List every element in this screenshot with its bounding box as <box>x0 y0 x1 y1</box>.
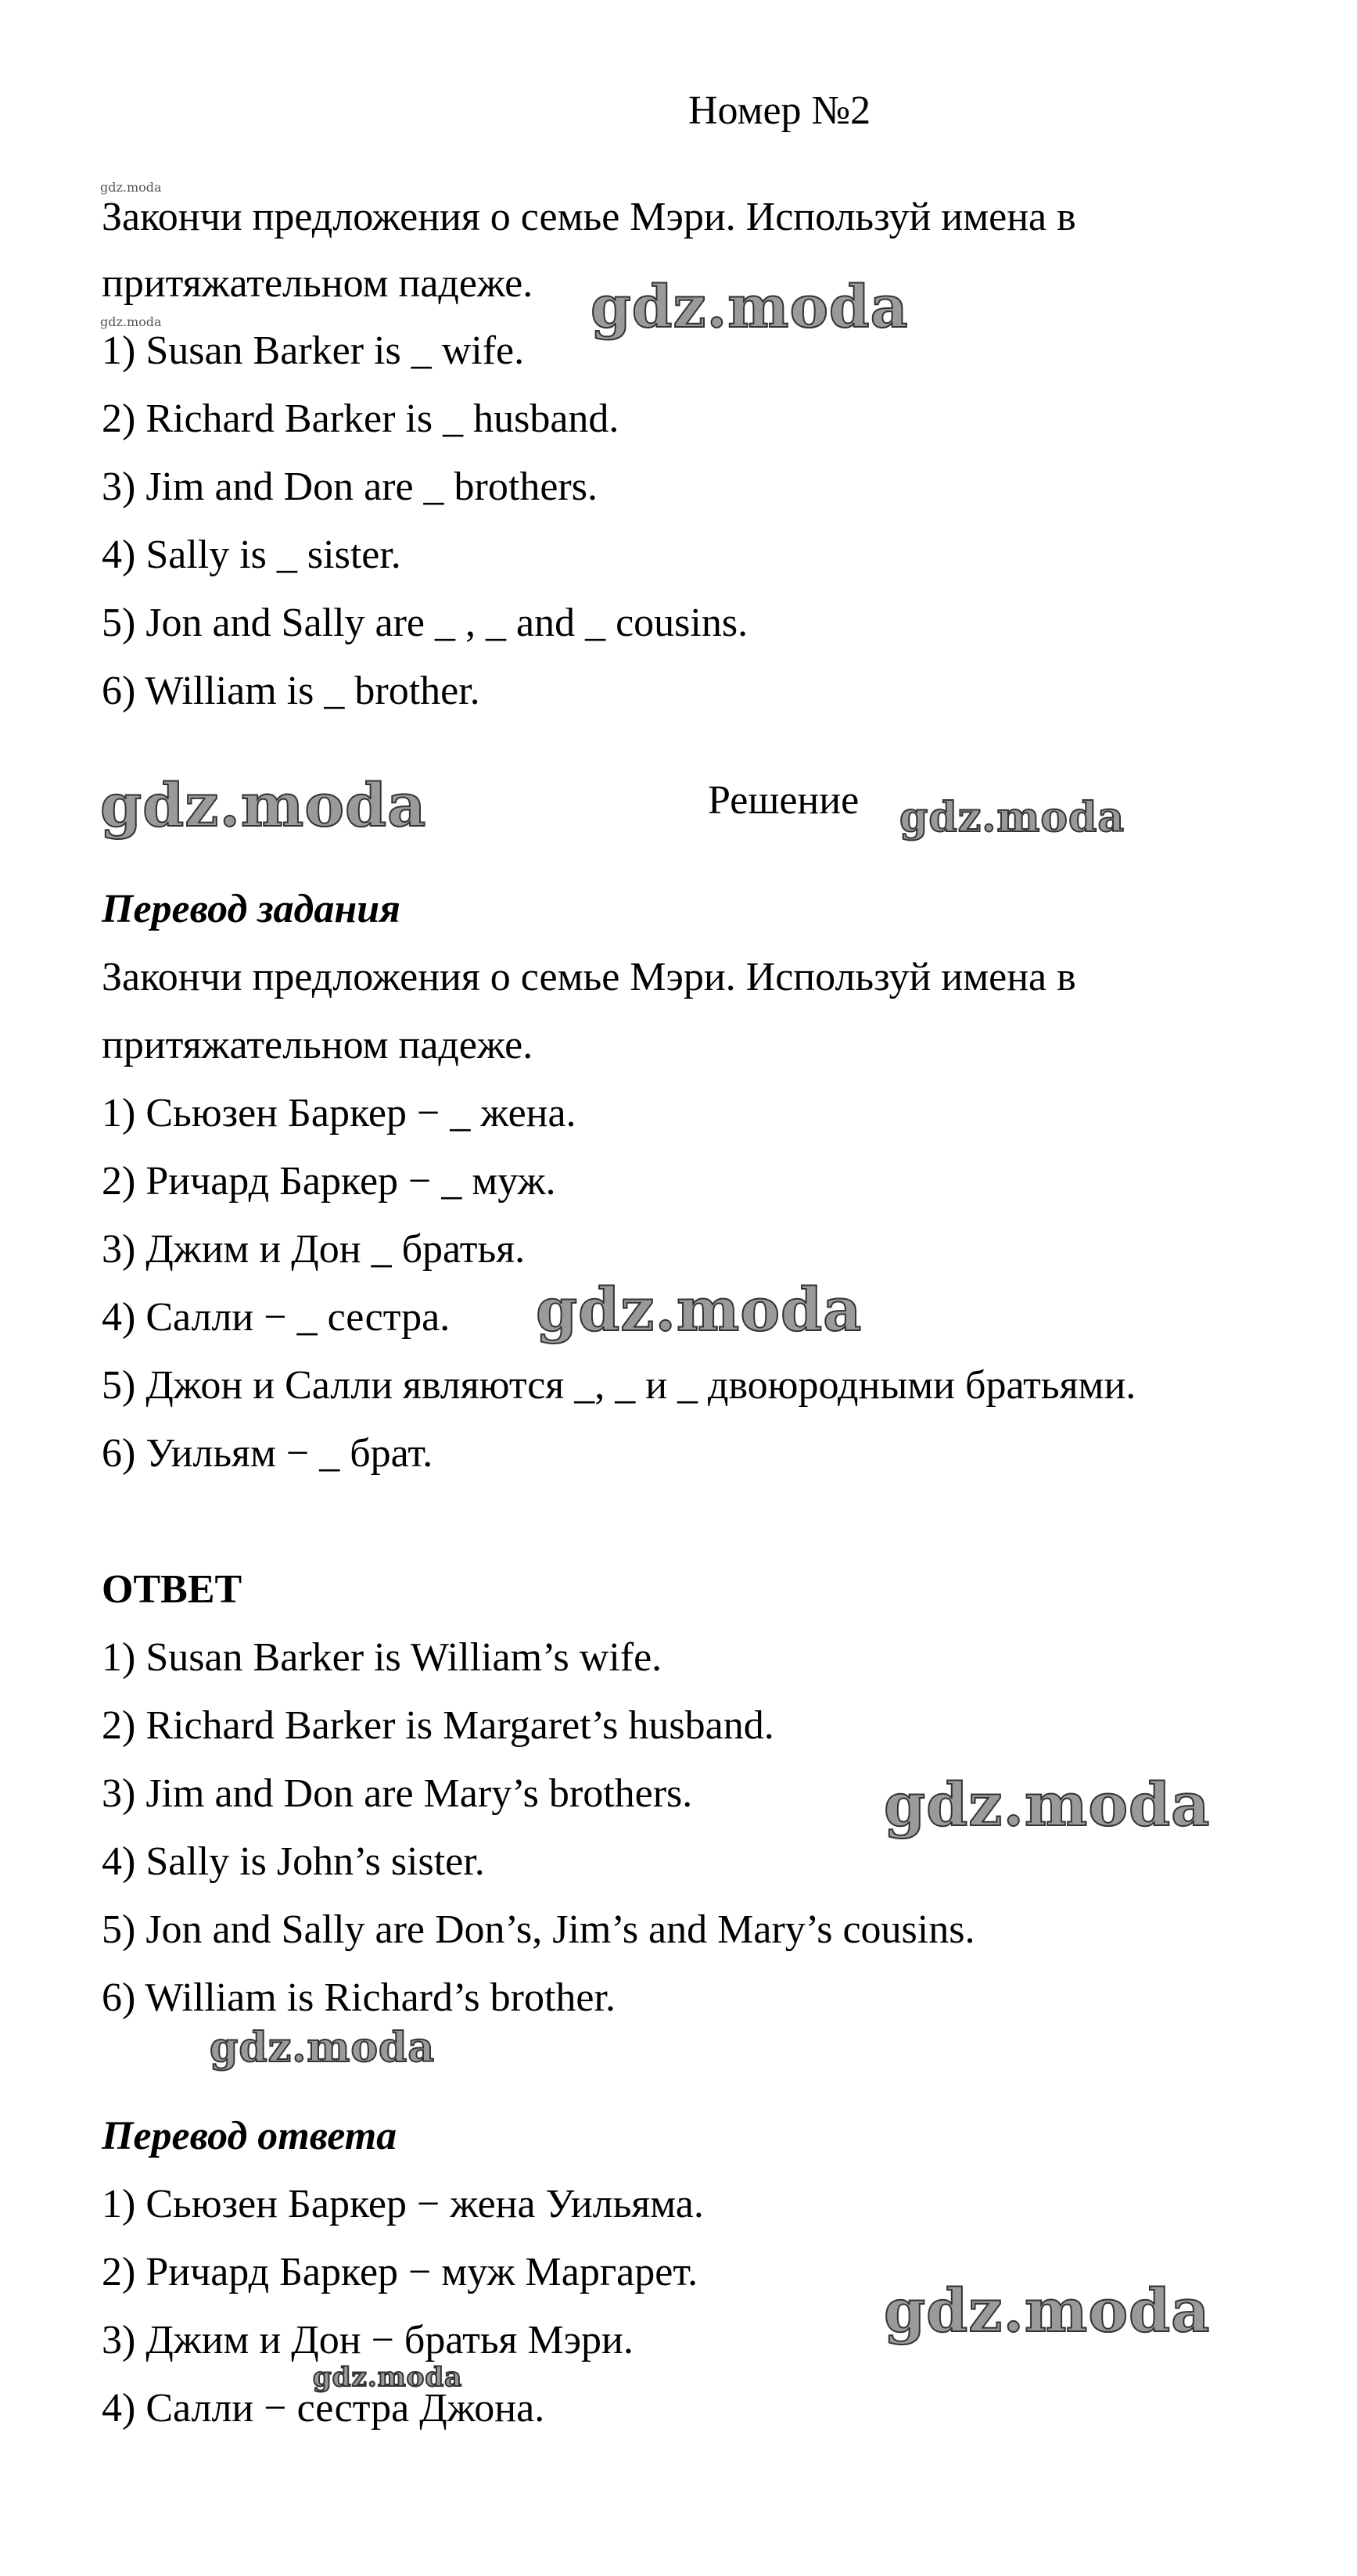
watermark: gdz.moda <box>536 1275 863 1344</box>
task-item: 4) Sally is _ sister. <box>102 533 401 577</box>
task-translation-heading: Перевод задания <box>102 887 400 931</box>
answer-item: 5) Jon and Sally are Don’s, Jim’s and Mary’s cousins. <box>102 1907 975 1952</box>
answer-item: 1) Susan Barker is William’s wife. <box>102 1635 662 1680</box>
solution-label: Решение <box>708 778 860 823</box>
translation-item: 1) Сьюзен Баркер − _ жена. <box>102 1091 576 1136</box>
answer-item: 3) Jim and Don are Mary’s brothers. <box>102 1771 693 1816</box>
watermark-tiny: gdz.moda <box>100 180 162 195</box>
answer-item: 6) William is Richard’s brother. <box>102 1975 616 2020</box>
answer-translation-item: 4) Салли − сестра Джона. <box>102 2386 545 2431</box>
answer-translation-item: 1) Сьюзен Баркер − жена Уильяма. <box>102 2182 704 2226</box>
translation-item: 2) Ричард Баркер − _ муж. <box>102 1159 556 1204</box>
watermark: gdz.moda <box>884 2276 1211 2345</box>
task-item: 1) Susan Barker is _ wife. <box>102 328 525 373</box>
page-title: Номер №2 <box>688 88 871 133</box>
watermark: gdz.moda <box>100 770 427 840</box>
task-item: 3) Jim and Don are _ brothers. <box>102 465 598 509</box>
answer-translation-heading: Перевод ответа <box>102 2114 397 2158</box>
translation-item: 5) Джон и Салли являются _, _ и _ двоюродными братьями. <box>102 1363 1136 1408</box>
watermark: gdz.moda <box>313 2362 463 2393</box>
translation-item: 4) Салли − _ сестра. <box>102 1295 451 1340</box>
watermark-tiny: gdz.moda <box>100 314 162 329</box>
task-instruction-line1: Закончи предложения о семье Мэри. Используй имена в <box>102 195 1076 239</box>
task-item: 6) William is _ brother. <box>102 669 480 713</box>
answer-heading: ОТВЕТ <box>102 1567 242 1612</box>
translation-item: 3) Джим и Дон _ братья. <box>102 1227 526 1272</box>
watermark: gdz.moda <box>591 274 909 341</box>
task-instruction-line2: притяжательном падеже. <box>102 261 533 306</box>
translation-instruction-line2: притяжательном падеже. <box>102 1023 533 1067</box>
answer-item: 2) Richard Barker is Margaret’s husband. <box>102 1703 774 1748</box>
watermark: gdz.moda <box>884 1770 1211 1839</box>
answer-item: 4) Sally is John’s sister. <box>102 1839 485 1884</box>
watermark: gdz.moda <box>899 794 1125 841</box>
task-item: 5) Jon and Sally are _ , _ and _ cousins. <box>102 601 749 645</box>
watermark: gdz.moda <box>210 2024 436 2072</box>
translation-instruction-line1: Закончи предложения о семье Мэри. Используй имена в <box>102 955 1076 999</box>
task-item: 2) Richard Barker is _ husband. <box>102 396 619 441</box>
answer-translation-item: 3) Джим и Дон − братья Мэри. <box>102 2318 634 2363</box>
translation-item: 6) Уильям − _ брат. <box>102 1431 433 1476</box>
answer-translation-item: 2) Ричард Баркер − муж Маргарет. <box>102 2250 698 2294</box>
